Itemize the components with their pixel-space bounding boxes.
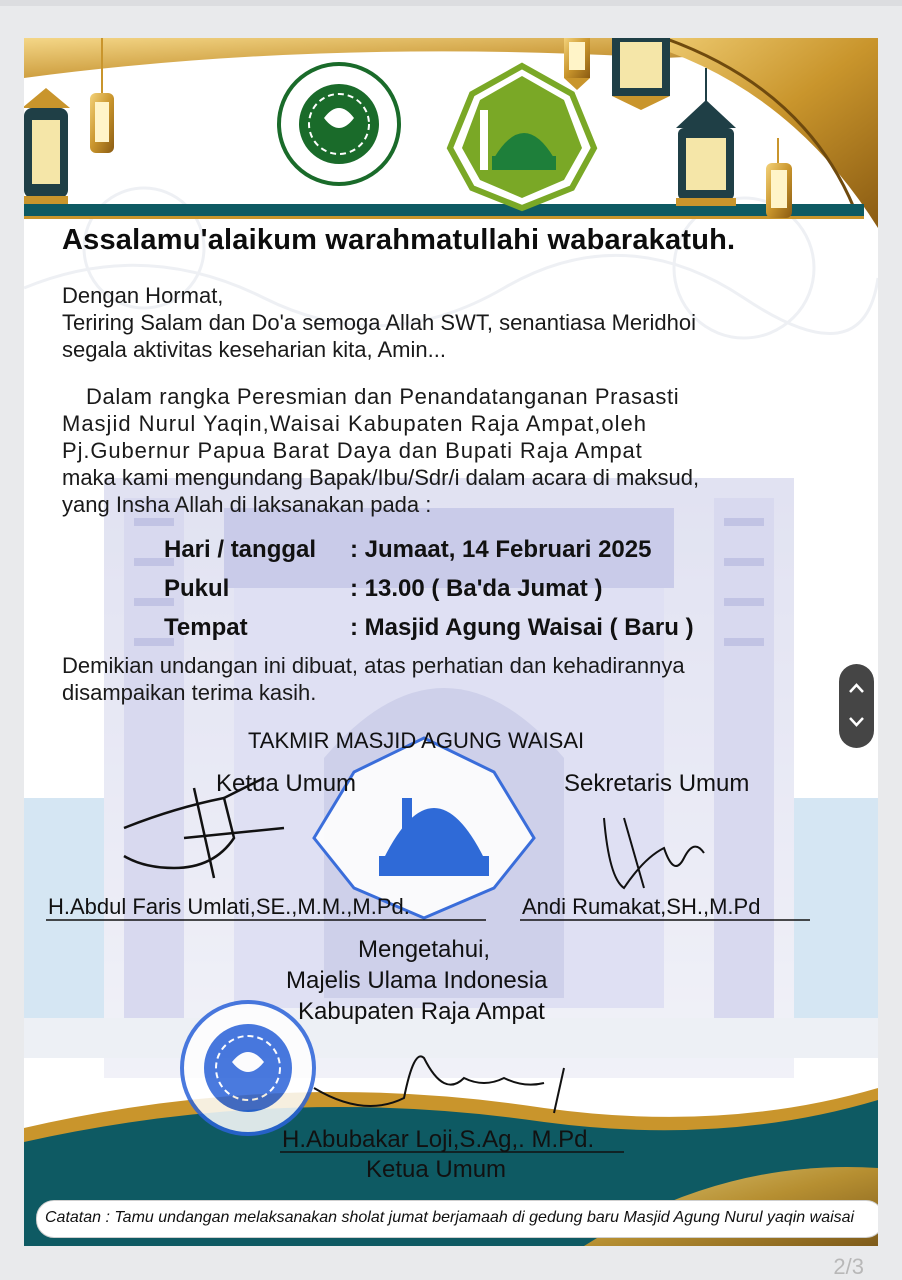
purpose-line: Pj.Gubernur Papua Barat Daya dan Bupati Raja Ampat [62,438,643,463]
invitation-background [24,38,878,1246]
page-scroll-control [839,664,874,748]
ack-line: Majelis Ulama Indonesia [286,967,548,994]
mui-signatory-title: Ketua Umum [366,1156,507,1183]
left-signatory-name: H.Abdul Faris Umlati,SE.,M.M.,M.Pd. [48,894,410,919]
right-signatory-title: Sekretaris Umum [564,770,750,797]
top-divider [0,0,902,6]
detail-value-place: : Masjid Agung Waisai ( Baru ) [350,614,694,641]
mui-signatory-name: H.Abubakar Loji,S.Ag,. M.Pd. [282,1126,595,1153]
detail-value-time: : 13.00 ( Ba'da Jumat ) [350,575,603,602]
left-signatory-title: Ketua Umum [216,770,357,797]
scroll-down-button[interactable] [839,704,874,740]
ack-line: Mengetahui, [358,936,491,963]
note-text: Catatan : Tamu undangan melaksanakan sholat jumat berjamaah di gedung baru Masjid Agung Nurul yaqin waisai [45,1209,855,1226]
chevron-down-icon [839,704,874,740]
closing-line: disampaikan terima kasih. [62,680,317,705]
purpose-line: Dalam rangka Peresmian dan Penandatanganan Prasasti [86,384,680,409]
lantern-icon [612,38,670,110]
mui-stamp [182,1002,314,1134]
invitation-image [24,38,878,1246]
ack-line: Kabupaten Raja Ampat [298,998,545,1025]
mui-logo [279,64,399,184]
detail-label-time: Pukul [164,575,230,602]
purpose-line: yang Insha Allah di laksanakan pada : [62,492,432,517]
opening-line: segala aktivitas keseharian kita, Amin... [62,337,446,362]
greeting: Assalamu'alaikum warahmatullahi wabarakatuh. [62,224,736,256]
purpose-line: maka kami mengundang Bapak/Ibu/Sdr/i dalam acara di maksud, [62,465,700,490]
scroll-up-button[interactable] [839,670,874,706]
detail-value-date: : Jumaat, 14 Februari 2025 [350,536,652,563]
committee-name: TAKMIR MASJID AGUNG WAISAI [248,728,585,753]
chevron-up-icon [839,670,874,706]
closing-line: Demikian undangan ini dibuat, atas perhatian dan kehadirannya [62,653,685,678]
page-indicator: 2/3 [833,1254,864,1279]
note-box [36,1200,878,1238]
purpose-line: Masjid Nurul Yaqin,Waisai Kabupaten Raja Ampat,oleh [62,411,648,436]
detail-label-date: Hari / tanggal [164,536,317,563]
right-signatory-name: Andi Rumakat,SH.,M.Pd [522,894,761,919]
lantern-icon [24,88,70,204]
opening-line: Teriring Salam dan Do'a semoga Allah SWT, senantiasa Meridhoi [62,310,696,335]
opening-line: Dengan Hormat, [62,283,224,308]
detail-label-place: Tempat [164,614,248,641]
